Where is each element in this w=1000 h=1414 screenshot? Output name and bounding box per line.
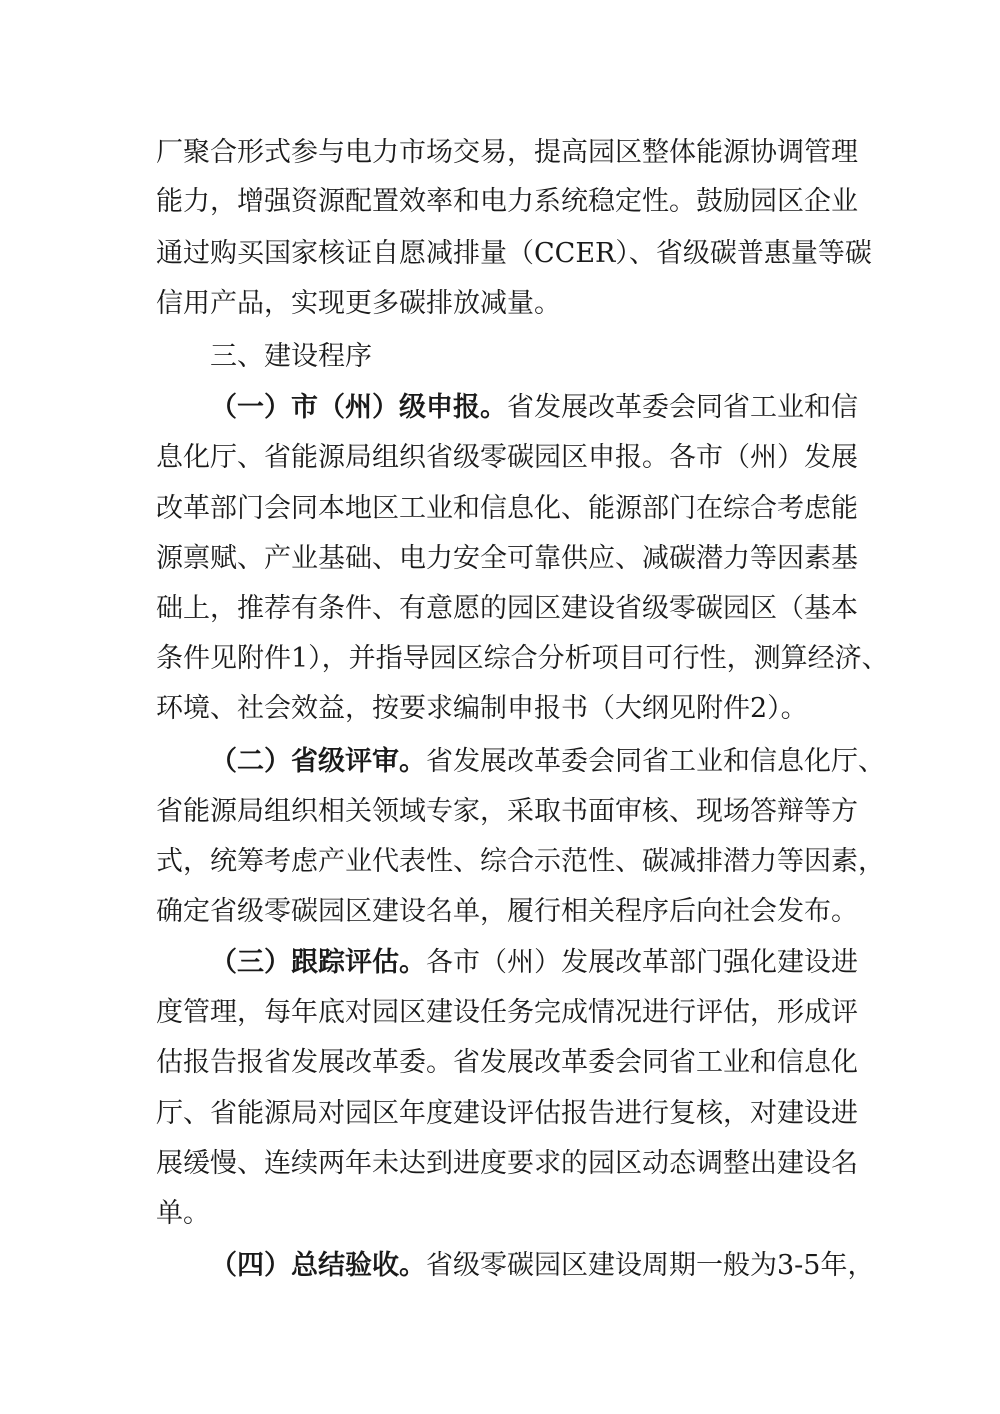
paragraph-text: 省级零碳园区建设周期一般为3-5年， <box>426 1250 875 1281</box>
paragraph-text: 省发展改革委会同省工业和信 <box>507 392 858 423</box>
paragraph-lead: （二）省级评审。 <box>210 746 426 777</box>
paragraph-text: 省发展改革委会同省工业和信息化厅、 <box>426 746 885 777</box>
section-heading: 三、建设程序 <box>210 341 372 372</box>
paragraph-line: 厂聚合形式参与电力市场交易，提高园区整体能源协调管理 <box>156 137 858 168</box>
paragraph-line: 通过购买国家核证自愿减排量（CCER）、省级碳普惠量等碳 <box>156 238 872 269</box>
paragraph-line: 源禀赋、产业基础、电力安全可靠供应、减碳潜力等因素基 <box>156 543 858 574</box>
paragraph-line: 息化厅、省能源局组织省级零碳园区申报。各市（州）发展 <box>156 442 858 473</box>
paragraph-first-line <box>210 1249 875 1283</box>
paragraph-line: 信用产品，实现更多碳排放减量。 <box>156 288 561 319</box>
paragraph-line: 础上，推荐有条件、有意愿的园区建设省级零碳园区（基本 <box>156 593 858 624</box>
paragraph-line: 单。 <box>156 1198 210 1229</box>
paragraph-first-line <box>210 391 856 425</box>
paragraph-line: 确定省级零碳园区建设名单，履行相关程序后向社会发布。 <box>156 896 858 927</box>
paragraph-lead: （三）跟踪评估。 <box>210 947 426 978</box>
paragraph-lead: （四）总结验收。 <box>210 1250 426 1281</box>
paragraph-lead: （一）市（州）级申报。 <box>210 392 507 423</box>
paragraph-line: 度管理，每年底对园区建设任务完成情况进行评估，形成评 <box>156 997 858 1028</box>
paragraph-line: 条件见附件1），并指导园区综合分析项目可行性，测算经济、 <box>156 643 889 674</box>
paragraph-first-line <box>210 946 856 980</box>
paragraph-line: 估报告报省发展改革委。省发展改革委会同省工业和信息化 <box>156 1047 858 1078</box>
paragraph-first-line <box>210 745 885 779</box>
paragraph-line: 环境、社会效益，按要求编制申报书（大纲见附件2）。 <box>156 693 808 724</box>
paragraph-line: 省能源局组织相关领域专家，采取书面审核、现场答辩等方 <box>156 796 858 827</box>
paragraph-line: 式，统筹考虑产业代表性、综合示范性、碳减排潜力等因素， <box>156 846 885 877</box>
paragraph-line: 厅、省能源局对园区年度建设评估报告进行复核，对建设进 <box>156 1098 858 1129</box>
paragraph-line: 展缓慢、连续两年未达到进度要求的园区动态调整出建设名 <box>156 1148 858 1179</box>
paragraph-line: 改革部门会同本地区工业和信息化、能源部门在综合考虑能 <box>156 493 858 524</box>
paragraph-line: 能力，增强资源配置效率和电力系统稳定性。鼓励园区企业 <box>156 186 858 217</box>
paragraph-text: 各市（州）发展改革部门强化建设进 <box>426 947 858 978</box>
